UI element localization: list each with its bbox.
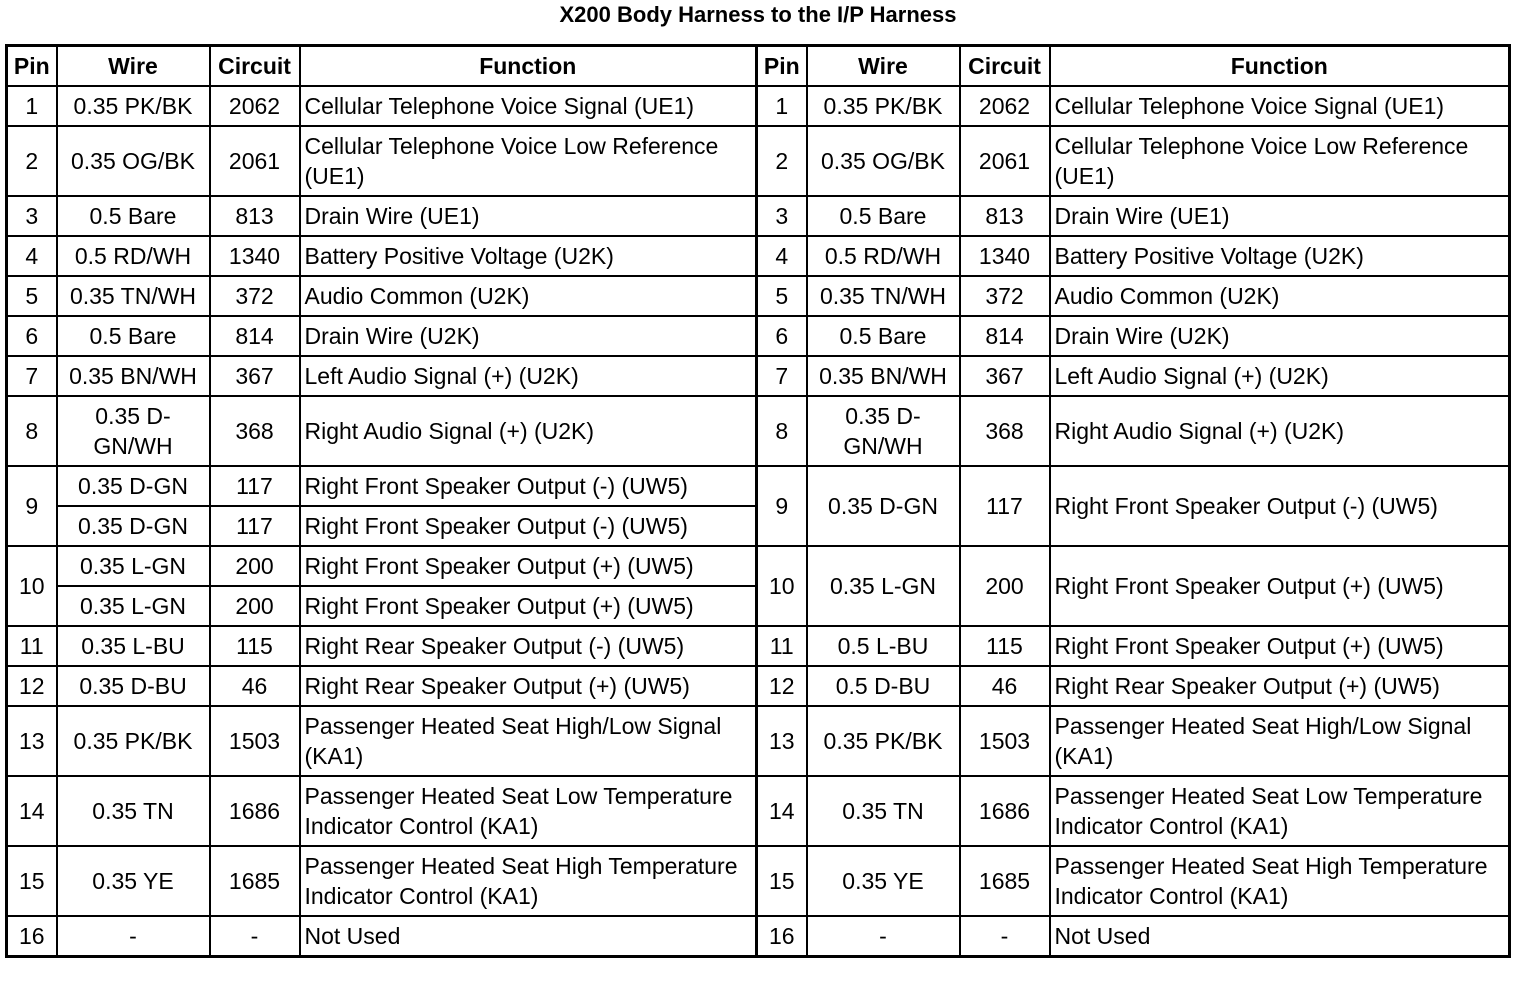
wire-cell: 0.35 D-GN: [57, 506, 210, 546]
circuit-cell: -: [960, 916, 1050, 957]
table-row: [7, 86, 1510, 126]
pin-cell: 7: [7, 356, 57, 396]
pin-cell: 1: [757, 86, 807, 126]
function-cell: Right Audio Signal (+) (U2K): [300, 396, 757, 466]
pin-cell: 14: [7, 776, 57, 846]
circuit-cell: 1685: [210, 846, 300, 916]
wire-cell: 0.35 TN: [807, 776, 960, 846]
pinout-table: [5, 44, 1511, 958]
circuit-cell: 1340: [210, 236, 300, 276]
wire-cell: 0.35 OG/BK: [57, 126, 210, 196]
wire-cell: 0.5 Bare: [57, 196, 210, 236]
circuit-cell: 200: [960, 546, 1050, 626]
circuit-cell: 368: [960, 396, 1050, 466]
function-cell: Passenger Heated Seat High Temperature Indicator Control (KA1): [300, 846, 757, 916]
wire-cell: 0.5 Bare: [807, 316, 960, 356]
circuit-cell: 1503: [960, 706, 1050, 776]
function-cell: Cellular Telephone Voice Signal (UE1): [300, 86, 757, 126]
circuit-cell: 1686: [960, 776, 1050, 846]
circuit-cell: 2062: [210, 86, 300, 126]
circuit-cell: 1685: [960, 846, 1050, 916]
function-cell: Drain Wire (U2K): [300, 316, 757, 356]
header-circuit: Circuit: [210, 46, 300, 87]
function-cell: Right Front Speaker Output (+) (UW5): [1050, 626, 1510, 666]
pin-cell: 12: [7, 666, 57, 706]
circuit-cell: 814: [210, 316, 300, 356]
function-cell: Battery Positive Voltage (U2K): [1050, 236, 1510, 276]
header-pin: Pin: [757, 46, 807, 87]
wire-cell: 0.5 Bare: [57, 316, 210, 356]
header-wire: Wire: [807, 46, 960, 87]
function-cell: Right Rear Speaker Output (+) (UW5): [1050, 666, 1510, 706]
header-function: Function: [300, 46, 757, 87]
wire-cell: 0.35 OG/BK: [807, 126, 960, 196]
wire-cell: 0.35 TN/WH: [57, 276, 210, 316]
pin-cell: 2: [7, 126, 57, 196]
circuit-cell: 200: [210, 546, 300, 586]
circuit-cell: 117: [210, 466, 300, 506]
pin-cell: 16: [757, 916, 807, 957]
header-circuit: Circuit: [960, 46, 1050, 87]
function-cell: Cellular Telephone Voice Low Reference (UE1): [1050, 126, 1510, 196]
pin-cell: 8: [757, 396, 807, 466]
pin-cell: 5: [757, 276, 807, 316]
table-title: X200 Body Harness to the I/P Harness: [559, 2, 957, 27]
circuit-cell: 1503: [210, 706, 300, 776]
table-row: [7, 626, 1510, 666]
wire-cell: 0.35 YE: [807, 846, 960, 916]
pin-cell: 12: [757, 666, 807, 706]
function-cell: Right Front Speaker Output (+) (UW5): [1050, 546, 1510, 626]
pin-cell: 15: [7, 846, 57, 916]
function-cell: Passenger Heated Seat Low Temperature Indicator Control (KA1): [300, 776, 757, 846]
pin-cell: 11: [757, 626, 807, 666]
circuit-cell: 814: [960, 316, 1050, 356]
function-cell: Not Used: [300, 916, 757, 957]
function-cell: Right Front Speaker Output (+) (UW5): [300, 546, 757, 586]
table-row: [7, 276, 1510, 316]
wire-cell: 0.35 L-GN: [807, 546, 960, 626]
pin-cell: 9: [7, 466, 57, 546]
circuit-cell: 2062: [960, 86, 1050, 126]
pin-cell: 6: [757, 316, 807, 356]
pin-cell: 10: [7, 546, 57, 626]
function-cell: Left Audio Signal (+) (U2K): [1050, 356, 1510, 396]
circuit-cell: 813: [960, 196, 1050, 236]
function-cell: Right Rear Speaker Output (+) (UW5): [300, 666, 757, 706]
pin-cell: 6: [7, 316, 57, 356]
pin-cell: 13: [7, 706, 57, 776]
wire-cell: 0.35 BN/WH: [807, 356, 960, 396]
circuit-cell: 2061: [960, 126, 1050, 196]
wire-cell: -: [57, 916, 210, 957]
wire-cell: 0.5 D-BU: [807, 666, 960, 706]
function-cell: Passenger Heated Seat High/Low Signal (KA1): [1050, 706, 1510, 776]
table-row: [7, 706, 1510, 776]
pin-cell: 10: [757, 546, 807, 626]
wire-cell: 0.5 RD/WH: [807, 236, 960, 276]
wire-cell: 0.35 D-GN: [807, 466, 960, 546]
function-cell: Cellular Telephone Voice Signal (UE1): [1050, 86, 1510, 126]
function-cell: Audio Common (U2K): [300, 276, 757, 316]
wire-cell: 0.35 L-BU: [57, 626, 210, 666]
table-row: [7, 126, 1510, 196]
function-cell: Right Front Speaker Output (-) (UW5): [300, 506, 757, 546]
function-cell: Right Audio Signal (+) (U2K): [1050, 396, 1510, 466]
table-row: [7, 356, 1510, 396]
function-cell: Right Front Speaker Output (-) (UW5): [300, 466, 757, 506]
pin-cell: 15: [757, 846, 807, 916]
pin-cell: 2: [757, 126, 807, 196]
pin-cell: 14: [757, 776, 807, 846]
function-cell: Passenger Heated Seat High Temperature Indicator Control (KA1): [1050, 846, 1510, 916]
pin-cell: 1: [7, 86, 57, 126]
function-cell: Left Audio Signal (+) (U2K): [300, 356, 757, 396]
table-row: [7, 236, 1510, 276]
wire-cell: 0.35 PK/BK: [57, 706, 210, 776]
wire-cell: 0.35 D-BU: [57, 666, 210, 706]
wire-cell: 0.5 RD/WH: [57, 236, 210, 276]
pin-cell: 4: [757, 236, 807, 276]
wire-cell: 0.35 PK/BK: [57, 86, 210, 126]
table-row: [7, 916, 1510, 957]
function-cell: Drain Wire (U2K): [1050, 316, 1510, 356]
circuit-cell: 367: [960, 356, 1050, 396]
pin-cell: 3: [7, 196, 57, 236]
wire-cell: 0.35 L-GN: [57, 546, 210, 586]
header-row: [7, 46, 1510, 87]
wire-cell: 0.35 L-GN: [57, 586, 210, 626]
pin-cell: 11: [7, 626, 57, 666]
table-row: [7, 466, 1510, 506]
header-pin: Pin: [7, 46, 57, 87]
circuit-cell: 46: [210, 666, 300, 706]
circuit-cell: 2061: [210, 126, 300, 196]
circuit-cell: 1686: [210, 776, 300, 846]
header-function: Function: [1050, 46, 1510, 87]
table-row: [7, 196, 1510, 236]
function-cell: Audio Common (U2K): [1050, 276, 1510, 316]
pin-cell: 4: [7, 236, 57, 276]
circuit-cell: 115: [210, 626, 300, 666]
function-cell: Right Rear Speaker Output (-) (UW5): [300, 626, 757, 666]
circuit-cell: 117: [960, 466, 1050, 546]
wire-cell: 0.35 PK/BK: [807, 706, 960, 776]
pin-cell: 3: [757, 196, 807, 236]
table-row: [7, 546, 1510, 586]
circuit-cell: 372: [210, 276, 300, 316]
circuit-cell: 367: [210, 356, 300, 396]
wire-cell: 0.35 YE: [57, 846, 210, 916]
wire-cell: 0.35 D-GN: [57, 466, 210, 506]
wire-cell: 0.35 TN: [57, 776, 210, 846]
circuit-cell: 115: [960, 626, 1050, 666]
wire-cell: 0.35 D-GN/WH: [807, 396, 960, 466]
circuit-cell: -: [210, 916, 300, 957]
table-row: [7, 316, 1510, 356]
pin-cell: 7: [757, 356, 807, 396]
wire-cell: 0.5 Bare: [807, 196, 960, 236]
circuit-cell: 368: [210, 396, 300, 466]
circuit-cell: 117: [210, 506, 300, 546]
table-row: [7, 396, 1510, 466]
pin-cell: 9: [757, 466, 807, 546]
function-cell: Drain Wire (UE1): [300, 196, 757, 236]
table-row: [7, 846, 1510, 916]
circuit-cell: 372: [960, 276, 1050, 316]
function-cell: Right Front Speaker Output (+) (UW5): [300, 586, 757, 626]
wire-cell: 0.35 BN/WH: [57, 356, 210, 396]
circuit-cell: 1340: [960, 236, 1050, 276]
header-wire: Wire: [57, 46, 210, 87]
wire-cell: 0.35 TN/WH: [807, 276, 960, 316]
wire-cell: 0.35 PK/BK: [807, 86, 960, 126]
table-row: [7, 776, 1510, 846]
wire-cell: 0.35 D-GN/WH: [57, 396, 210, 466]
function-cell: Right Front Speaker Output (-) (UW5): [1050, 466, 1510, 546]
function-cell: Passenger Heated Seat High/Low Signal (KA1): [300, 706, 757, 776]
wire-cell: -: [807, 916, 960, 957]
function-cell: Passenger Heated Seat Low Temperature Indicator Control (KA1): [1050, 776, 1510, 846]
pin-cell: 8: [7, 396, 57, 466]
function-cell: Drain Wire (UE1): [1050, 196, 1510, 236]
wire-cell: 0.5 L-BU: [807, 626, 960, 666]
table-row: [7, 666, 1510, 706]
function-cell: Not Used: [1050, 916, 1510, 957]
circuit-cell: 46: [960, 666, 1050, 706]
function-cell: Battery Positive Voltage (U2K): [300, 236, 757, 276]
circuit-cell: 200: [210, 586, 300, 626]
pin-cell: 5: [7, 276, 57, 316]
circuit-cell: 813: [210, 196, 300, 236]
pin-cell: 16: [7, 916, 57, 957]
function-cell: Cellular Telephone Voice Low Reference (UE1): [300, 126, 757, 196]
pin-cell: 13: [757, 706, 807, 776]
